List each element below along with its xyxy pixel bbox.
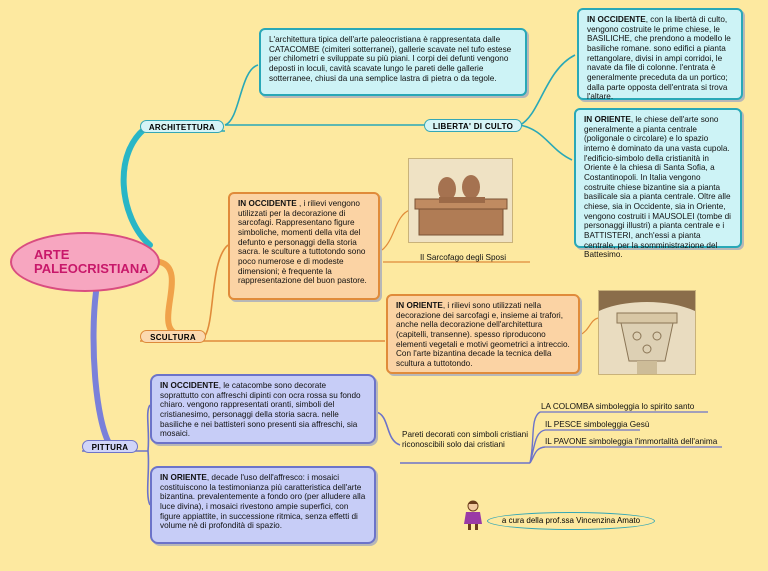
branch-scultura-curve bbox=[160, 262, 180, 335]
sarcofago-image-icon bbox=[409, 159, 512, 242]
sarcofago-photo bbox=[408, 158, 513, 243]
scul-oriente-text: , i rilievi sono utilizzati nella decorazione dei sarcofagi e, insieme ai trafori, anche nella decorazione dell'architettura (capitelli, transenne). spesso riproducono elementi vegetali e motivi geometrici a intreccio. Con l'arte bizantina decade la tecnica della scultura a tuttotondo. bbox=[396, 301, 570, 369]
branch-label-architettura[interactable]: ARCHITETTURA bbox=[140, 120, 224, 133]
link-arch-oriente bbox=[520, 125, 572, 160]
pareti-decorati-text: Pareti decorati con simboli cristiani riconoscibili solo dai cristiani bbox=[402, 430, 529, 449]
credit-label: a cura della prof.ssa Vincenzina Amato bbox=[487, 512, 655, 530]
branch-architettura-curve bbox=[124, 125, 150, 245]
pitt-occidente-box bbox=[150, 374, 376, 444]
pitt-oriente-heading: IN ORIENTE bbox=[160, 473, 207, 482]
capitello-photo bbox=[598, 290, 696, 375]
sarcofago-caption: Il Sarcofago degli Sposi bbox=[420, 253, 507, 262]
catacombe-box bbox=[259, 28, 527, 96]
capitello-image-icon bbox=[599, 291, 695, 374]
simbolo-pesce: IL PESCE simboleggia Gesù bbox=[545, 420, 650, 429]
link-arch-occidente bbox=[520, 55, 575, 125]
simbolo-pavone: IL PAVONE simboleggia l'immortalità dell'anima bbox=[545, 437, 718, 446]
link-catacombe bbox=[225, 65, 258, 125]
link-photo2 bbox=[580, 318, 598, 335]
arch-occidente-box bbox=[577, 8, 743, 100]
scul-oriente-heading: IN ORIENTE bbox=[396, 301, 443, 310]
branch-pittura-curve bbox=[94, 292, 110, 445]
arch-oriente-text: , le chiese dell'arte sono generalmente a pianta centrale (poligonale o circolare) e lo spazio interno è dominato da una vasta cupola. l'edificio-simbolo della cristianità in Oriente è la chiesa di Santa Sofia, a Costantinopoli. In Italia vengono costruite chiese bizantine sia a pianta basilicale sia a pianta centrale. Oltre alle chiese, sia in Occidente, sia in Oriente, vengono costruiti i MAUSOLEI (tombe di personaggi illustri) a pianta centrale e i BATTISTERI, anch'essi a pianta centrale, per la somministrazione del Battesimo. bbox=[584, 115, 731, 260]
arch-oriente-box bbox=[574, 108, 742, 260]
simbolo-colomba: LA COLOMBA simboleggia lo spirito santo bbox=[541, 402, 695, 411]
link-photo1 bbox=[382, 210, 410, 250]
branch-label-liberta-di-culto[interactable]: LIBERTA' DI CULTO bbox=[424, 119, 522, 132]
central-title-node bbox=[10, 232, 160, 292]
title-line-2: PALEOCRISTIANA bbox=[34, 261, 149, 276]
pitt-oriente-text: , decade l'uso dell'affresco: i mosaici costituiscono la testimonianza più caratteristica dell'arte bizantina. prevalentemente a fondo oro (per alludere alla luce divina), i mosaici rivestono ampie superfici, con figure appiattite, in successione ritmica, senza effetti di volume nè di profondità di spazio. bbox=[160, 473, 366, 531]
pitt-oriente-box bbox=[150, 466, 376, 544]
scul-occidente-text: , i rilievi vengono utilizzati per la decorazione di sarcofagi. Rappresentano figure simboliche, momenti della vita del defunto e personaggi della storia sacra. le sculture a tuttotondo sono poco numerose e di modeste dimensioni; è frequente la rappresentazione del buon pastore. bbox=[238, 199, 367, 286]
arch-occidente-text: , con la libertà di culto, vengono costruite le prime chiese, le BASILICHE, che prendono a modello le basiliche romane. sono edifici a pianta rettangolare, divisi in ampi corridoi, le navate da file di colonne. l'entrata è generalmente preceduta da un portico; dalla parte opposta dell'entrata si trova l'altare. bbox=[587, 15, 731, 102]
link-pareti bbox=[376, 412, 400, 445]
catacombe-text: L'architettura tipica dell'arte paleocristiana è rappresentata dalle CATACOMBE (cimiteri sotterranei), gallerie scavate nel tufo estese per chilometri e sviluppate su più piani. I corpi dei defunti vengono deposti in loculi, cavità scavate lungo le pareti delle gallerie sotterranee, chiusi da una semplice lastra di pietra o da tegole. bbox=[269, 35, 512, 83]
link-scul-occidente bbox=[205, 245, 228, 336]
scul-occidente-box bbox=[228, 192, 380, 300]
branch-label-scultura[interactable]: SCULTURA bbox=[140, 330, 206, 343]
pitt-occidente-heading: IN OCCIDENTE bbox=[160, 381, 219, 390]
branch-label-pittura[interactable]: PITTURA bbox=[82, 440, 138, 453]
arch-occidente-heading: IN OCCIDENTE bbox=[587, 15, 646, 24]
arch-oriente-heading: IN ORIENTE bbox=[584, 115, 631, 124]
scul-occidente-heading: IN OCCIDENTE bbox=[238, 199, 297, 208]
teacher-figure-icon bbox=[462, 500, 484, 530]
title-line-1: ARTE bbox=[34, 246, 70, 262]
pitt-occidente-text: , le catacombe sono decorate soprattutto con affreschi dipinti con ocra rossa su fondo chiaro. vengono rappresentati oranti, simboli del cristianesimo, personaggi della storia sacra. nelle basiliche e nei battisteri sono presenti sia affreschi, sia mosaici. bbox=[160, 381, 361, 439]
scul-oriente-box bbox=[386, 294, 580, 374]
